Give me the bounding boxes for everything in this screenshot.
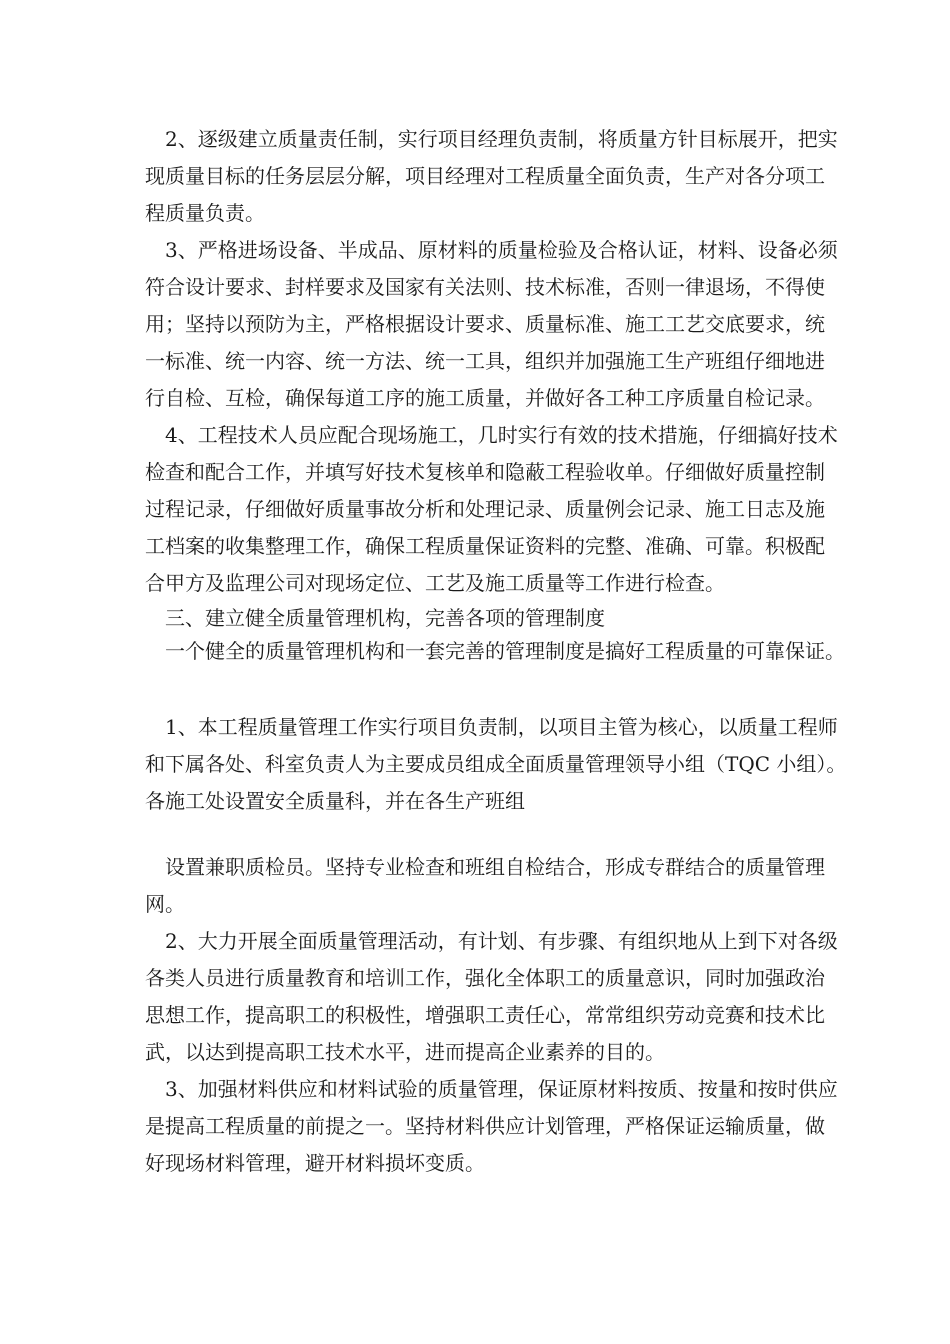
text-line: 网。 bbox=[145, 892, 185, 916]
text-line: 3、加强材料供应和材料试验的质量管理，保证原材料按质、按量和按时供应 bbox=[165, 1077, 838, 1101]
text-line: 是提高工程质量的前提之一。坚持材料供应计划管理，严格保证运输质量，做 bbox=[145, 1114, 825, 1138]
text-line: 武，以达到提高职工技术水平，进而提高企业素养的目的。 bbox=[145, 1040, 665, 1064]
text-line: 4、工程技术人员应配合现场施工，几时实行有效的技术措施，仔细搞好技术 bbox=[165, 423, 838, 447]
text-line: 过程记录，仔细做好质量事故分析和处理记录、质量例会记录、施工日志及施 bbox=[145, 497, 825, 521]
text-line: 检查和配合工作，并填写好技术复核单和隐蔽工程验收单。仔细做好质量控制 bbox=[145, 460, 825, 484]
text-line: 思想工作，提高职工的积极性，增强职工责任心，常常组织劳动竞赛和技术比 bbox=[145, 1003, 825, 1027]
text-line: 用；坚持以预防为主，严格根据设计要求、质量标准、施工工艺交底要求，统 bbox=[145, 312, 825, 336]
text-line: 和下属各处、科室负责人为主要成员组成全面质量管理领导小组（TQC 小组）。 bbox=[145, 752, 847, 776]
text-line: 各施工处设置安全质量科，并在各生产班组 bbox=[145, 789, 525, 813]
text-line: 一个健全的质量管理机构和一套完善的管理制度是搞好工程质量的可靠保证。 bbox=[165, 639, 845, 663]
text-line: 一标准、统一内容、统一方法、统一工具，组织并加强施工生产班组仔细地进 bbox=[145, 349, 825, 373]
text-line: 各类人员进行质量教育和培训工作，强化全体职工的质量意识，同时加强政治 bbox=[145, 966, 825, 990]
text-line: 好现场材料管理，避开材料损坏变质。 bbox=[145, 1151, 485, 1175]
text-line: 行自检、互检，确保每道工序的施工质量，并做好各工种工序质量自检记录。 bbox=[145, 386, 825, 410]
text-line: 符合设计要求、封样要求及国家有关法则、技术标准，否则一律退场，不得使 bbox=[145, 275, 825, 299]
text-line: 合甲方及监理公司对现场定位、工艺及施工质量等工作进行检查。 bbox=[145, 571, 725, 595]
text-line: 1、本工程质量管理工作实行项目负责制，以项目主管为核心，以质量工程师 bbox=[165, 715, 838, 739]
text-line: 工档案的收集整理工作，确保工程质量保证资料的完整、准确、可靠。积极配 bbox=[145, 534, 825, 558]
section-heading: 三、建立健全质量管理机构，完善各项的管理制度 bbox=[165, 606, 605, 630]
text-line: 2、逐级建立质量责任制，实行项目经理负责制，将质量方针目标展开，把实 bbox=[165, 127, 838, 151]
text-line: 设置兼职质检员。坚持专业检查和班组自检结合，形成专群结合的质量管理 bbox=[165, 855, 825, 879]
text-line: 程质量负责。 bbox=[145, 201, 265, 225]
text-line: 3、严格进场设备、半成品、原材料的质量检验及合格认证，材料、设备必须 bbox=[165, 238, 838, 262]
text-line: 2、大力开展全面质量管理活动，有计划、有步骤、有组织地从上到下对各级 bbox=[165, 929, 838, 953]
text-line: 现质量目标的任务层层分解，项目经理对工程质量全面负责，生产对各分项工 bbox=[145, 164, 825, 188]
